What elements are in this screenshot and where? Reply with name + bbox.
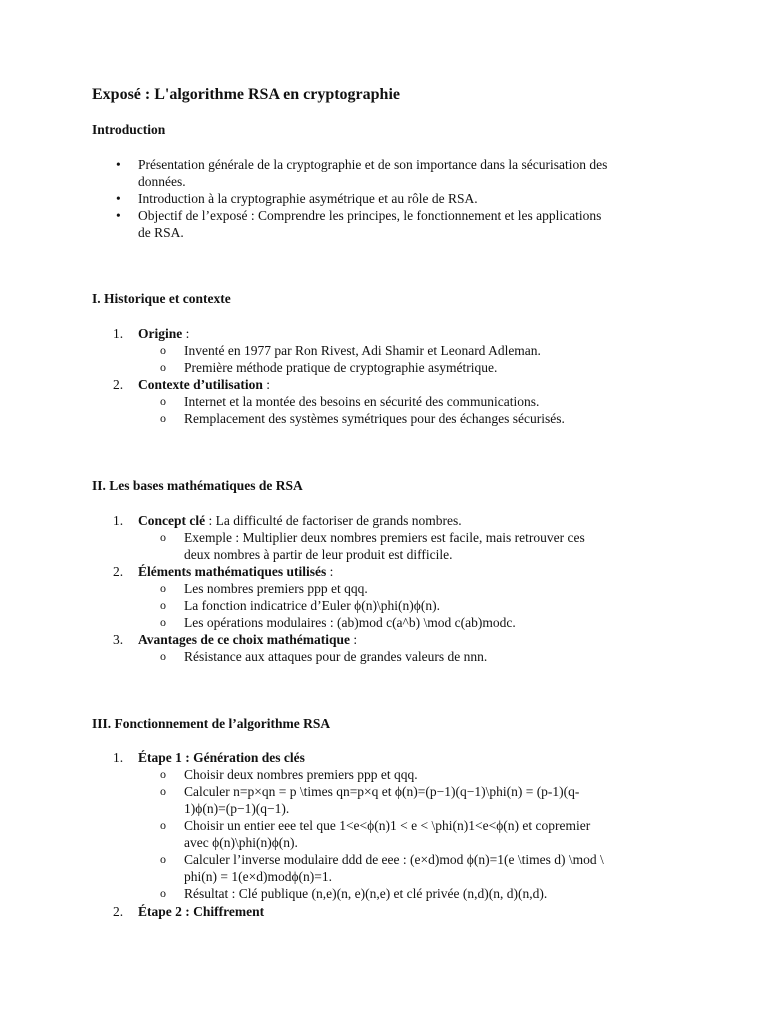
list-number: 1. xyxy=(113,513,124,528)
sub-marker: o xyxy=(160,598,166,612)
sub-marker: o xyxy=(160,360,166,374)
item-term: Avantages de ce choix mathématique xyxy=(138,632,350,647)
sub-marker: o xyxy=(160,818,166,832)
intro-item-3-cont: de RSA. xyxy=(138,225,184,240)
section3-item-2 xyxy=(138,903,264,920)
item-term: Étape 1 : Génération des clés xyxy=(138,750,305,765)
bullet-marker: • xyxy=(116,157,121,172)
sub-marker: o xyxy=(160,581,166,595)
section2-item-1-sub-1-cont: deux nombres à partir de leur produit est difficile. xyxy=(184,547,453,562)
list-number: 2. xyxy=(113,564,124,579)
section1-item-1-sub-2: Première méthode pratique de cryptographie asymétrique. xyxy=(184,360,498,375)
section3-item-1 xyxy=(138,749,305,766)
section1-item-2 xyxy=(138,376,270,393)
section2-item-1 xyxy=(138,512,462,529)
sub-marker: o xyxy=(160,394,166,408)
sub-marker: o xyxy=(160,615,166,629)
sub-marker: o xyxy=(160,343,166,357)
section2-item-2-sub-1: Les nombres premiers ppp et qqq. xyxy=(184,581,368,596)
item-text: : xyxy=(349,632,358,647)
item-text: : xyxy=(182,326,190,341)
item-text: : xyxy=(262,377,271,392)
sub-marker: o xyxy=(160,784,166,798)
sub-marker: o xyxy=(160,886,166,900)
list-number: 1. xyxy=(113,750,124,765)
intro-item-2: Introduction à la cryptographie asymétrique et au rôle de RSA. xyxy=(138,191,478,206)
item-text: : xyxy=(326,564,334,579)
list-number: 3. xyxy=(113,632,124,647)
heading-section-2: II. Les bases mathématiques de RSA xyxy=(92,478,303,493)
section3-item-1-sub-3-cont: avec ϕ(n)\phi(n)ϕ(n). xyxy=(184,835,298,850)
intro-item-3: Objectif de l’exposé : Comprendre les principes, le fonctionnement et les applications xyxy=(138,208,602,223)
sub-marker: o xyxy=(160,767,166,781)
item-term: Origine xyxy=(138,326,183,341)
section2-item-3-sub-1: Résistance aux attaques pour de grandes valeurs de nnn. xyxy=(184,649,488,664)
section3-item-1-sub-2: Calculer n=p×qn = p \times qn=p×q et ϕ(n)=(p−1)(q−1)\phi(n) = (p-1)(q- xyxy=(184,784,580,799)
section3-item-1-sub-2-cont: 1)ϕ(n)=(p−1)(q−1). xyxy=(184,801,290,816)
section1-item-1-sub-1: Inventé en 1977 par Ron Rivest, Adi Shamir et Leonard Adleman. xyxy=(184,343,541,358)
section2-item-2-sub-2: La fonction indicatrice d’Euler ϕ(n)\phi(n)ϕ(n). xyxy=(184,598,440,613)
bullet-marker: • xyxy=(116,191,121,206)
item-term: Étape 2 : Chiffrement xyxy=(138,904,265,919)
section3-item-1-sub-4: Calculer l’inverse modulaire ddd de eee : (e×d)mod ϕ(n)=1(e \times d) \mod \ xyxy=(184,852,604,867)
item-text: : La difficulté de factoriser de grands nombres. xyxy=(205,513,462,528)
item-term: Contexte d’utilisation xyxy=(138,377,263,392)
bullet-marker: • xyxy=(116,208,121,223)
section2-item-2 xyxy=(138,563,333,580)
heading-section-3: III. Fonctionnement de l’algorithme RSA xyxy=(92,716,331,731)
sub-marker: o xyxy=(160,530,166,544)
sub-marker: o xyxy=(160,852,166,866)
section1-item-2-sub-2: Remplacement des systèmes symétriques pour des échanges sécurisés. xyxy=(184,411,565,426)
section1-item-1 xyxy=(138,325,189,342)
item-term: Éléments mathématiques utilisés xyxy=(138,564,327,579)
section3-item-1-sub-5: Résultat : Clé publique (n,e)(n, e)(n,e) et clé privée (n,d)(n, d)(n,d). xyxy=(184,886,548,901)
section2-item-1-sub-1: Exemple : Multiplier deux nombres premiers est facile, mais retrouver ces xyxy=(184,530,585,545)
heading-introduction: Introduction xyxy=(92,122,166,137)
section3-item-1-sub-1: Choisir deux nombres premiers ppp et qqq. xyxy=(184,767,418,782)
item-term: Concept clé xyxy=(138,513,206,528)
intro-item-1: Présentation générale de la cryptographie et de son importance dans la sécurisation des xyxy=(138,157,608,172)
sub-marker: o xyxy=(160,411,166,425)
section3-item-1-sub-4-cont: phi(n) = 1(e×d)modϕ(n)=1. xyxy=(184,869,333,884)
heading-section-1: I. Historique et contexte xyxy=(92,291,231,306)
sub-marker: o xyxy=(160,649,166,663)
document-title: Exposé : L'algorithme RSA en cryptographie xyxy=(92,86,400,103)
section2-item-2-sub-3: Les opérations modulaires : (ab)mod c(a^b) \mod c(ab)modc. xyxy=(184,615,516,630)
section3-item-1-sub-3: Choisir un entier eee tel que 1<e<ϕ(n)1 < e < \phi(n)1<e<ϕ(n) et copremier xyxy=(184,818,591,833)
intro-item-1-cont: données. xyxy=(138,174,186,189)
section1-item-2-sub-1: Internet et la montée des besoins en sécurité des communications. xyxy=(184,394,540,409)
list-number: 1. xyxy=(113,326,124,341)
list-number: 2. xyxy=(113,904,124,919)
section2-item-3 xyxy=(138,631,357,648)
list-number: 2. xyxy=(113,377,124,392)
